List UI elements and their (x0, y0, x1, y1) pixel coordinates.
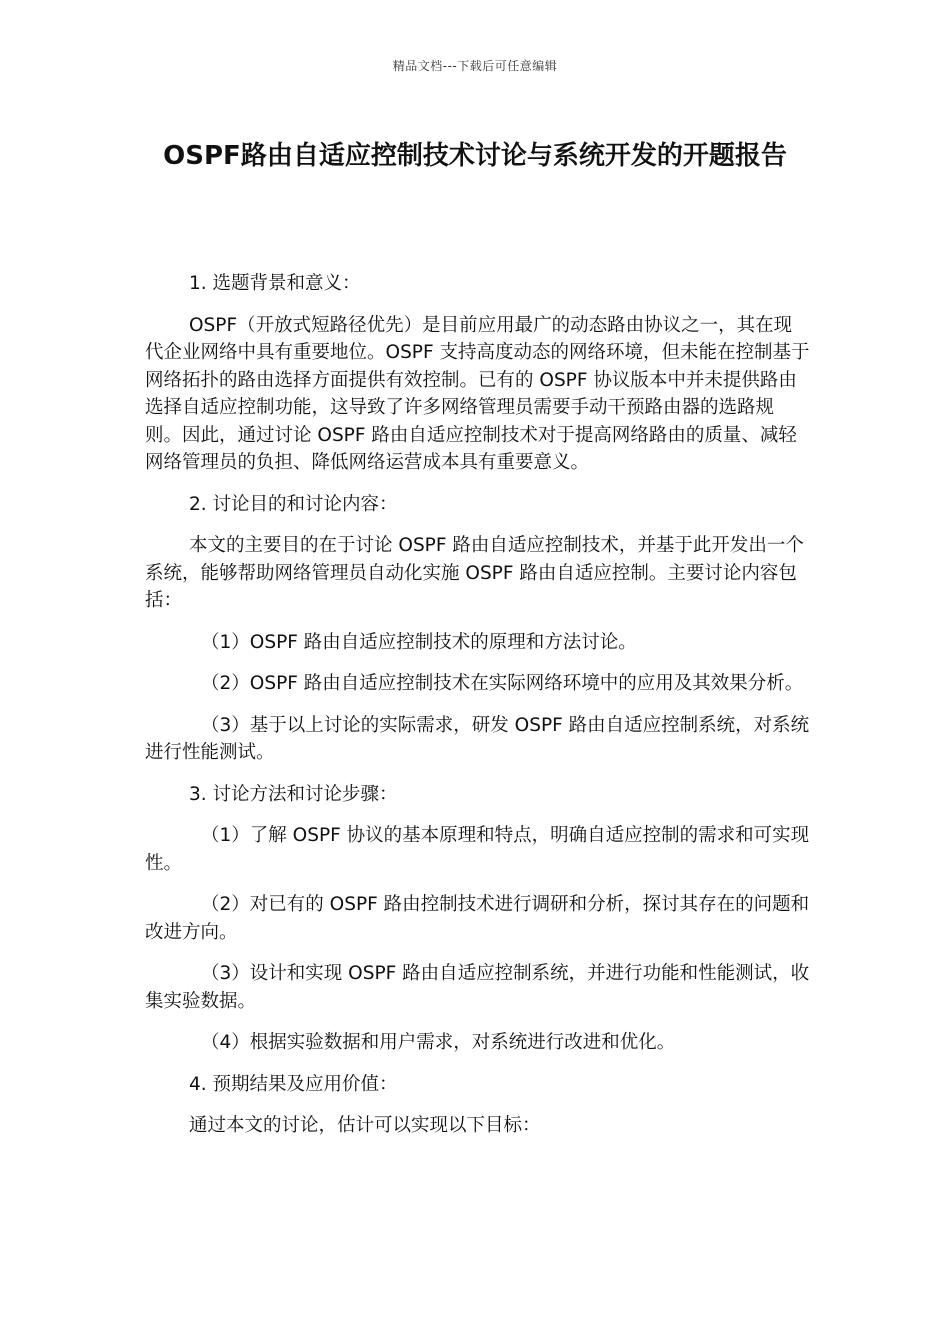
section-2-paragraph: 本文的主要目的在于讨论 OSPF 路由自适应控制技术，并基于此开发出一个系统，能够帮助网络管理员自动化实施 OSPF 路由自适应控制。主要讨论内容包括： (145, 535, 804, 611)
section-3-heading: 3. 讨论方法和讨论步骤： (189, 783, 398, 805)
section-3-item: （3）设计和实现 OSPF 路由自适应控制系统，并进行功能和性能测试，收集实验数据。 (145, 963, 810, 1012)
section-2-heading: 2. 讨论目的和讨论内容： (189, 493, 398, 515)
section-3-item: （4）根据实验数据和用户需求，对系统进行改进和优化。 (201, 1032, 676, 1053)
section-2-item: （2）OSPF 路由自适应控制技术在实际网络环境中的应用及其效果分析。 (201, 673, 804, 694)
section-3-item: （1）了解 OSPF 协议的基本原理和特点，明确自适应控制的需求和可实现性。 (145, 825, 810, 874)
section-4-paragraph: 通过本文的讨论，估计可以实现以下目标： (189, 1115, 541, 1136)
section-3-item: （2）对已有的 OSPF 路由控制技术进行调研和分析，探讨其存在的问题和改进方向。 (145, 894, 810, 943)
section-1-paragraph: OSPF（开放式短路径优先）是目前应用最广的动态路由协议之一，其在现代企业网络中具有重要地位。OSPF 支持高度动态的网络环境，但未能在控制基于网络拓扑的路由选择方面提供有效控制。已有的 OSPF 协议版本中并未提供路由选择自适应控制功能，这导致了许多网络管理员需要手动干预路由器的选路规则。因此，通过讨论 OSPF 路由自适应控制技术对于提高网络路由的质量、减轻网络管理员的负担、降低网络运营成本具有重要意义。 (145, 314, 810, 473)
section-1-heading: 1. 选题背景和意义： (189, 273, 361, 294)
document-title: OSPF路由自适应控制技术讨论与系统开发的开题报告 (163, 141, 787, 171)
document-body (145, 270, 810, 1154)
section-2-item: （1）OSPF 路由自适应控制技术的原理和方法讨论。 (201, 631, 637, 653)
section-2-item: （3）基于以上讨论的实际需求，研发 OSPF 路由自适应控制系统，对系统进行性能测试。 (145, 714, 810, 763)
page-header: 精品文档---下载后可任意编辑 (392, 59, 558, 73)
section-4-heading: 4. 预期结果及应用价值： (189, 1073, 398, 1095)
